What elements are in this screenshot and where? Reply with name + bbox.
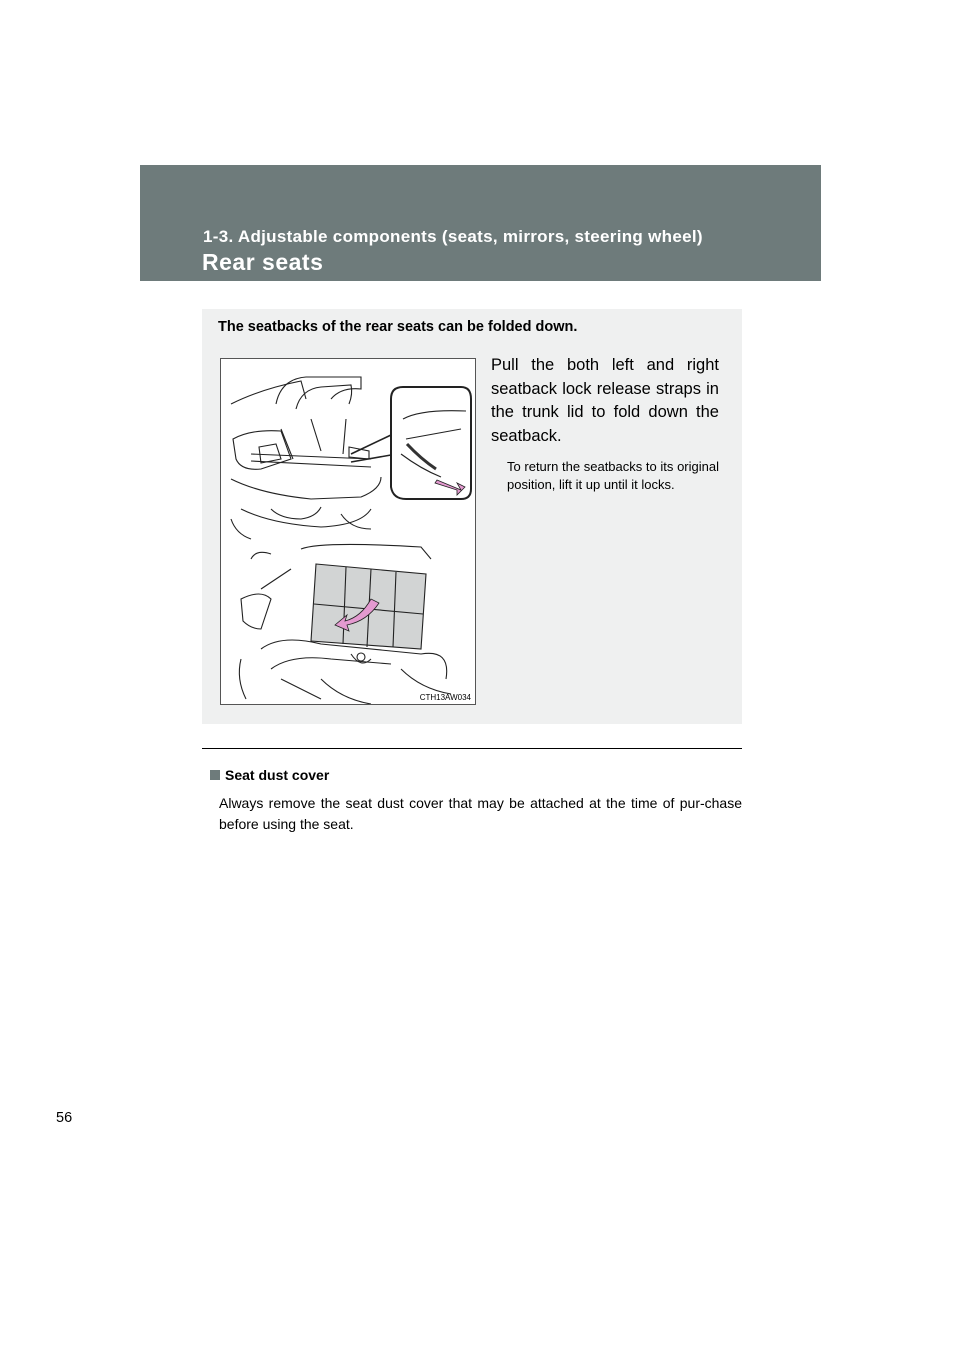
page-number: 56: [56, 1110, 73, 1126]
content-box: [202, 309, 742, 724]
section-divider: [202, 748, 742, 749]
seat-dust-cover-body: Always remove the seat dust cover that may be attached at the time of pur-chase before using the seat.: [219, 795, 742, 832]
section-title: 1-3. Adjustable components (seats, mirrors, steering wheel): [203, 227, 703, 246]
seat-dust-cover-heading: [210, 767, 329, 783]
instruction-text: Pull the both left and right seatback lock release straps in the trunk lid to fold down the seatback.: [491, 356, 719, 445]
rear-seat-illustration: [220, 358, 476, 705]
header-band: [140, 165, 821, 281]
page-title: Rear seats: [202, 249, 324, 275]
rear-seat-drawing: [221, 359, 476, 705]
figure-code: CTH13AW034: [419, 693, 471, 702]
seat-dust-cover-heading-text: Seat dust cover: [225, 767, 330, 783]
note-text: To return the seatbacks to its original position, lift it up until it locks.: [507, 459, 719, 492]
square-bullet-icon: [210, 770, 220, 780]
intro-text: The seatbacks of the rear seats can be folded down.: [218, 319, 578, 335]
